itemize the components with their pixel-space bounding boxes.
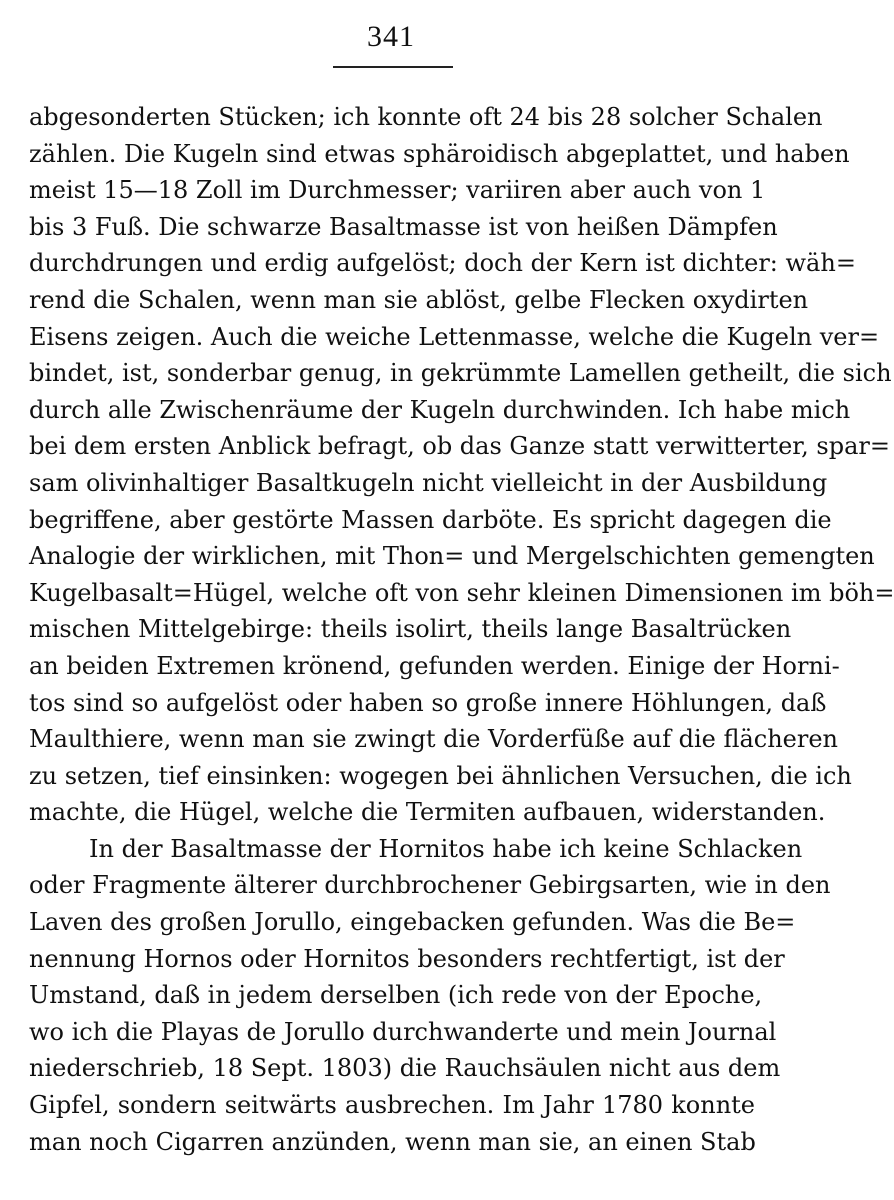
paragraph-end-line: machte, die Hügel, welche die Termiten aufbauen, widerstanden. [29, 798, 826, 827]
text-line: man noch Cigarren anzünden, wenn man sie, an einen Stab [29, 1127, 756, 1156]
text-line: Umstand, daß in jedem derselben (ich rede von der Epoche, [29, 981, 763, 1010]
text-line: durch alle Zwischenräume der Kugeln durchwinden. Ich habe mich [29, 395, 851, 424]
text-line: niederschrieb, 18 Sept. 1803) die Rauchsäulen nicht aus dem [29, 1054, 781, 1083]
text-line: tos sind so aufgelöst oder haben so große innere Höhlungen, daß [29, 688, 827, 717]
text-line: Analogie der wirklichen, mit Thon= und Mergelschichten gemengten [29, 542, 875, 571]
text-line: bindet, ist, sonderbar genug, in gekrümmte Lamellen getheilt, die sich [29, 359, 892, 388]
text-line: durchdrungen und erdig aufgelöst; doch der Kern ist dichter: wäh= [29, 249, 856, 278]
text-line: abgesonderten Stücken; ich konnte oft 24 bis 28 solcher Schalen [29, 103, 823, 131]
page-number: 341 [367, 20, 415, 53]
text-line: an beiden Extremen krönend, gefunden werden. Einige der Horni- [29, 651, 840, 680]
text-line: mischen Mittelgebirge: theils isolirt, theils lange Basaltrücken [29, 615, 792, 644]
header-rule [333, 66, 453, 68]
text-line: oder Fragmente älterer durchbrochener Gebirgsarten, wie in den [29, 871, 831, 900]
text-line: Eisens zeigen. Auch die weiche Lettenmasse, welche die Kugeln ver= [29, 322, 880, 351]
text-line: rend die Schalen, wenn man sie ablöst, gelbe Flecken oxydirten [29, 285, 809, 314]
text-line: sam olivinhaltiger Basaltkugeln nicht vielleicht in der Ausbildung [29, 468, 828, 497]
text-line: bei dem ersten Anblick befragt, ob das Ganze statt verwitterter, spar= [29, 432, 890, 461]
paragraph-start-line: In der Basaltmasse der Hornitos habe ich keine Schlacken [89, 834, 803, 863]
text-line: zu setzen, tief einsinken: wogegen bei ähnlichen Versuchen, die ich [29, 761, 852, 790]
text-line: Gipfel, sondern seitwärts ausbrechen. Im Jahr 1780 konnte [29, 1091, 755, 1120]
text-line: Laven des großen Jorullo, eingebacken gefunden. Was die Be= [29, 908, 796, 937]
body-text [29, 99, 894, 1160]
text-line: nennung Hornos oder Hornitos besonders rechtfertigt, ist der [29, 944, 785, 973]
text-line: meist 15—18 Zoll im Durchmesser; variiren aber auch von 1 [29, 176, 766, 205]
text-line: begriffene, aber gestörte Massen darböte. Es spricht dagegen die [29, 505, 832, 534]
text-line: Maulthiere, wenn man sie zwingt die Vorderfüße auf die flächeren [29, 725, 839, 754]
text-line: bis 3 Fuß. Die schwarze Basaltmasse ist von heißen Dämpfen [29, 212, 778, 241]
text-line: wo ich die Playas de Jorullo durchwanderte und mein Journal [29, 1017, 777, 1046]
text-line: zählen. Die Kugeln sind etwas sphäroidisch abgeplattet, und haben [29, 139, 850, 168]
text-line: Kugelbasalt=Hügel, welche oft von sehr kleinen Dimensionen im böh= [29, 578, 894, 607]
